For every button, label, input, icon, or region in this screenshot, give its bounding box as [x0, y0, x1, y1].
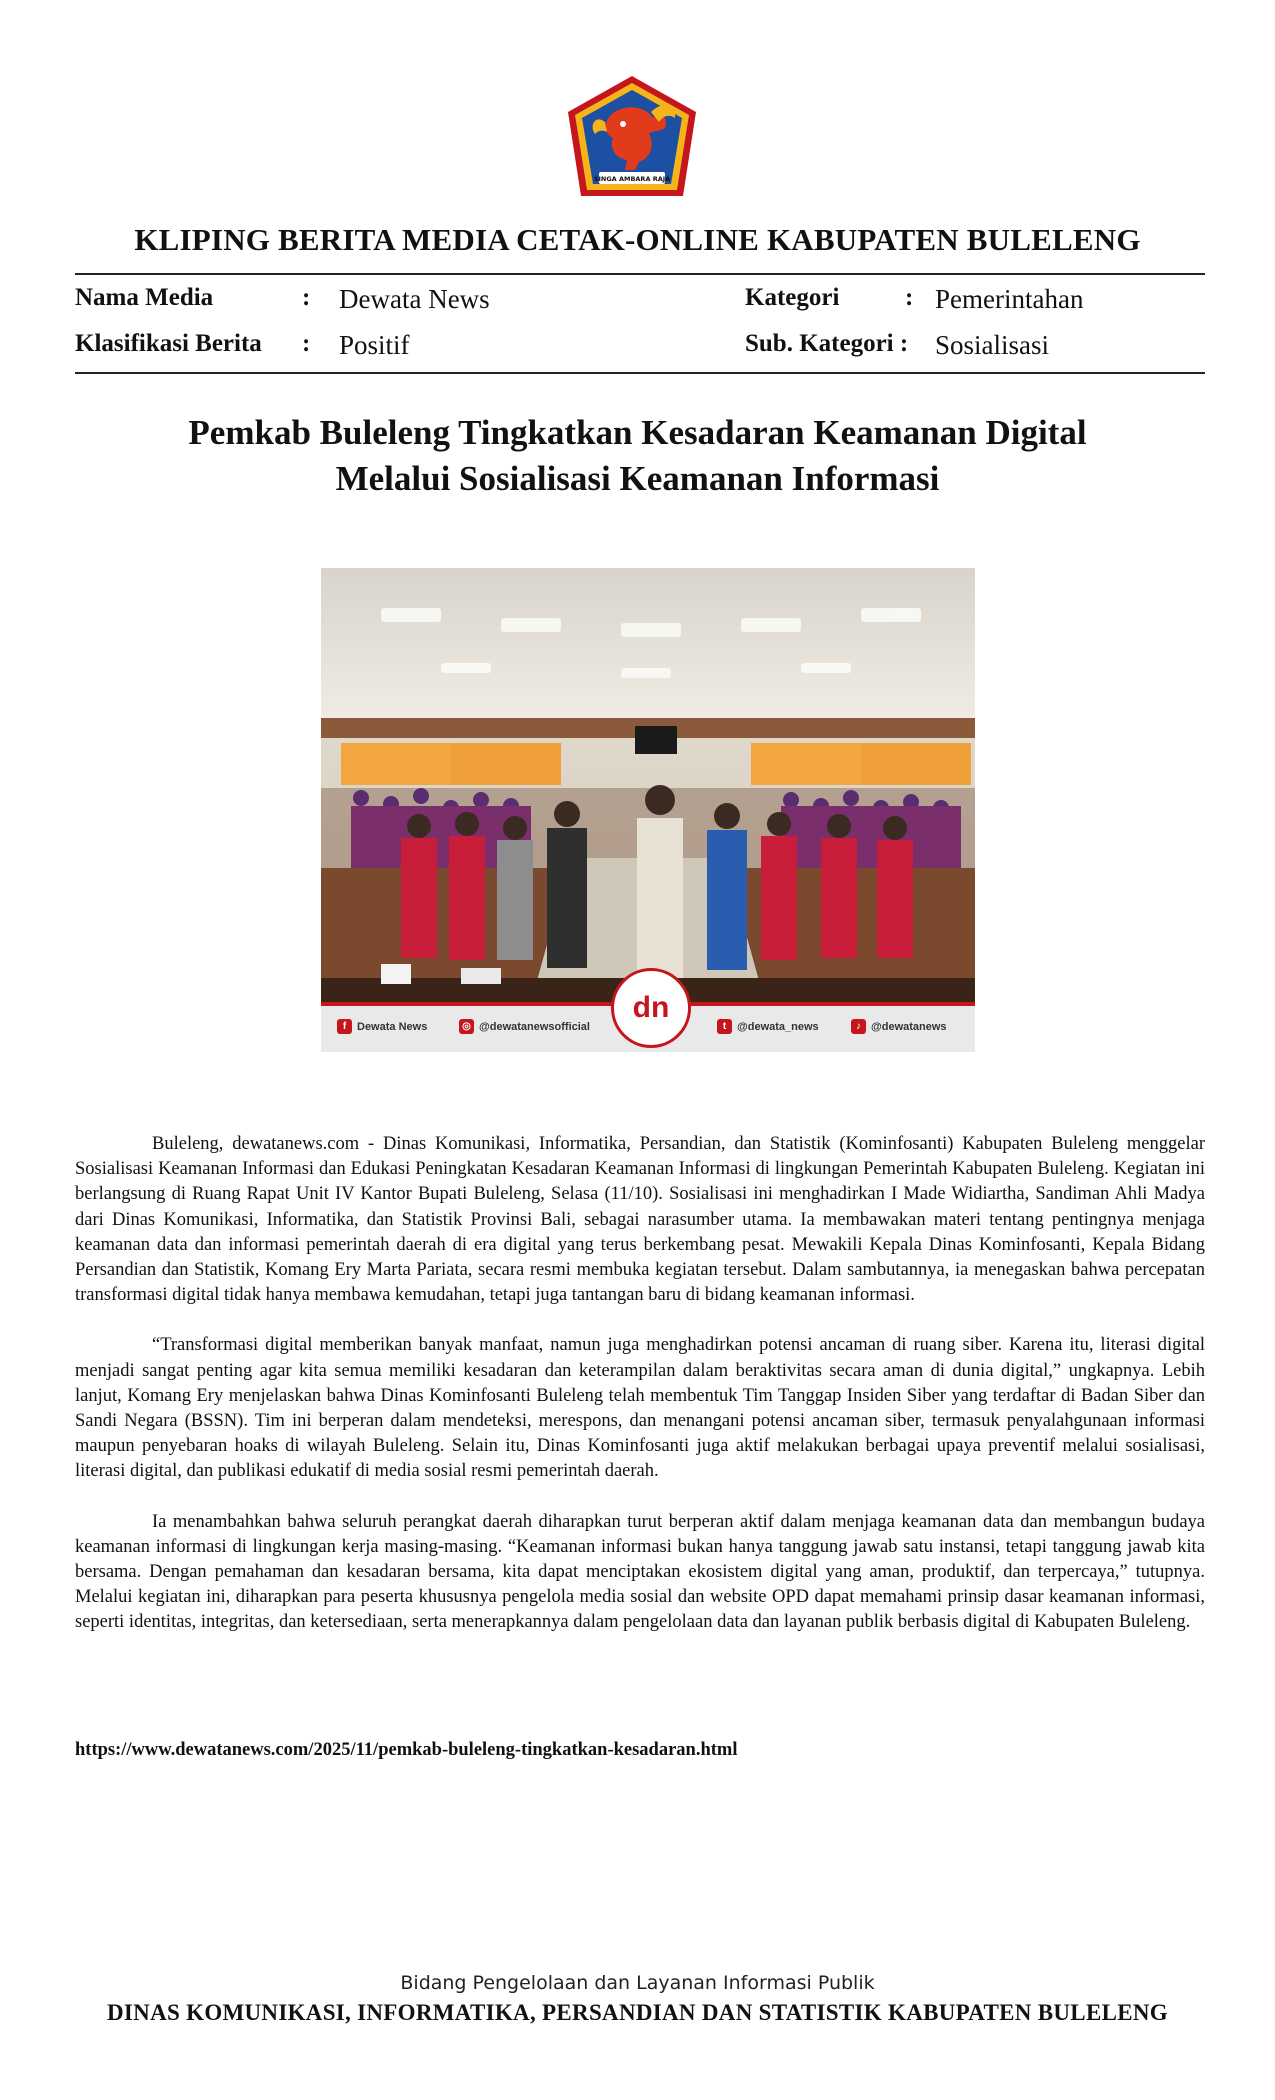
- kategori-label: Kategori: [745, 284, 840, 311]
- kategori-value: Pemerintahan: [935, 284, 1084, 314]
- nama-media-value: Dewata News: [339, 284, 490, 314]
- tiktok-handle: [851, 1019, 947, 1034]
- headline-line-1: Pemkab Buleleng Tingkatkan Kesadaran Keamanan Digital: [188, 413, 1087, 452]
- twitter-label: @dewata_news: [737, 1020, 819, 1033]
- nama-media-colon: :: [302, 284, 311, 311]
- sub-kategori-value: Sosialisasi: [935, 330, 1050, 360]
- twitter-icon: t: [717, 1019, 732, 1034]
- headline-line-2: Melalui Sosialisasi Keamanan Informasi: [335, 459, 940, 498]
- instagram-icon: ◎: [459, 1019, 474, 1034]
- source-url-link[interactable]: https://www.dewatanews.com/2025/11/pemkab-buleleng-tingkatkan-kesadaran.html: [75, 1740, 738, 1760]
- article-body: [75, 1132, 1205, 1661]
- nama-media-label: Nama Media: [75, 284, 214, 311]
- tiktok-label: @dewatanews: [871, 1020, 947, 1033]
- twitter-handle: [717, 1019, 819, 1034]
- paragraph-1: Buleleng, dewatanews.com - Dinas Komunikasi, Informatika, Persandian, dan Statistik (Kominfosanti) Kabupaten Buleleng menggelar Sosialisasi Keamanan Informasi dan Edukasi Peningkatan Kesadaran Keamanan Informasi di lingkungan Pemerintah Kabupaten Buleleng. Kegiatan ini berlangsung di Ruang Rapat Unit IV Kantor Bupati Buleleng, Selasa (11/10). Sosialisasi ini menghadirkan I Made Widiartha, Sandiman Ahli Madya dari Dinas Komunikasi, Informatika, dan Statistik Provinsi Bali, sebagai narasumber utama. Ia membawakan materi tentang pentingnya menjaga keamanan data dan informasi pemerintah daerah di era digital yang terus berkembang pesat. Mewakili Kepala Dinas Kominfosanti, Kepala Bidang Persandian dan Statistik, Komang Ery Marta Pariata, secara resmi membuka kegiatan tersebut. Dalam sambutannya, ia menegaskan bahwa percepatan transformasi digital tidak hanya membawa kemudahan, tetapi juga tantangan baru di bidang keamanan informasi.: [75, 1134, 1205, 1306]
- facebook-icon: f: [337, 1019, 352, 1034]
- footer-agency: DINAS KOMUNIKASI, INFORMATIKA, PERSANDIAN DAN STATISTIK KABUPATEN BULELENG: [107, 2000, 1168, 2025]
- emblem-motto: SINGA AMBARA RAJA: [593, 175, 671, 183]
- tiktok-icon: ♪: [851, 1019, 866, 1034]
- kategori-colon: :: [905, 284, 914, 311]
- paragraph-3: Ia menambahkan bahwa seluruh perangkat daerah diharapkan turut berperan aktif dalam menjaga keamanan data dan membangun budaya keamanan informasi di lingkungan kerja masing-masing. “Keamanan informasi bukan hanya tanggung jawab satu instansi, tetapi tanggung jawab kita bersama. Dengan pemahaman dan kesadaran bersama, kita dapat menciptakan ekosistem digital yang aman, produktif, dan terpercaya,” tutupnya. Melalui kegiatan ini, diharapkan para peserta khususnya pengelola media sosial dan website OPD dapat memahami prinsip dasar keamanan informasi, seperti identitas, integritas, dan ketersediaan, serta menerapkannya dalam pengelolaan data dan layanan publik berbasis digital di Kabupaten Buleleng.: [75, 1511, 1205, 1633]
- sub-kategori-label: Sub. Kategori :: [745, 330, 909, 357]
- buleleng-emblem-logo: [565, 74, 700, 200]
- klasifikasi-value: Positif: [339, 330, 410, 360]
- instagram-label: @dewatanewsofficial: [479, 1020, 590, 1033]
- klasifikasi-label: Klasifikasi Berita: [75, 330, 262, 357]
- article-headline: [75, 410, 1200, 502]
- facebook-handle: [337, 1019, 427, 1034]
- document-title: KLIPING BERITA MEDIA CETAK-ONLINE KABUPATEN BULELENG: [134, 222, 1141, 257]
- header-divider-bottom: [75, 372, 1205, 374]
- facebook-label: Dewata News: [357, 1020, 428, 1033]
- footer-division: Bidang Pengelolaan dan Layanan Informasi Publik: [400, 1972, 875, 1994]
- article-photo: [321, 568, 975, 1052]
- dewata-news-badge-logo: dn: [611, 968, 691, 1048]
- instagram-handle: [459, 1019, 590, 1034]
- klasifikasi-colon: :: [302, 330, 311, 357]
- header-divider-top: [75, 273, 1205, 275]
- paragraph-2: “Transformasi digital memberikan banyak manfaat, namun juga menghadirkan potensi ancaman di ruang siber. Karena itu, literasi digital menjadi sangat penting agar kita semua memiliki kesadaran dan keterampilan dalam beraktivitas secara aman di dunia digital,” ungkapnya. Lebih lanjut, Komang Ery menjelaskan bahwa Dinas Kominfosanti Buleleng telah membentuk Tim Tanggap Insiden Siber yang terdaftar di Badan Siber dan Sandi Negara (BSSN). Tim ini berperan dalam mendeteksi, merespons, dan menangani potensi ancaman siber, termasuk penyalahgunaan informasi maupun penyebaran hoaks di wilayah Buleleng. Selain itu, Dinas Kominfosanti juga aktif melakukan berbagai upaya preventif melalui sosialisasi, literasi digital, dan publikasi edukatif di media sosial resmi pemerintah daerah.: [75, 1335, 1205, 1482]
